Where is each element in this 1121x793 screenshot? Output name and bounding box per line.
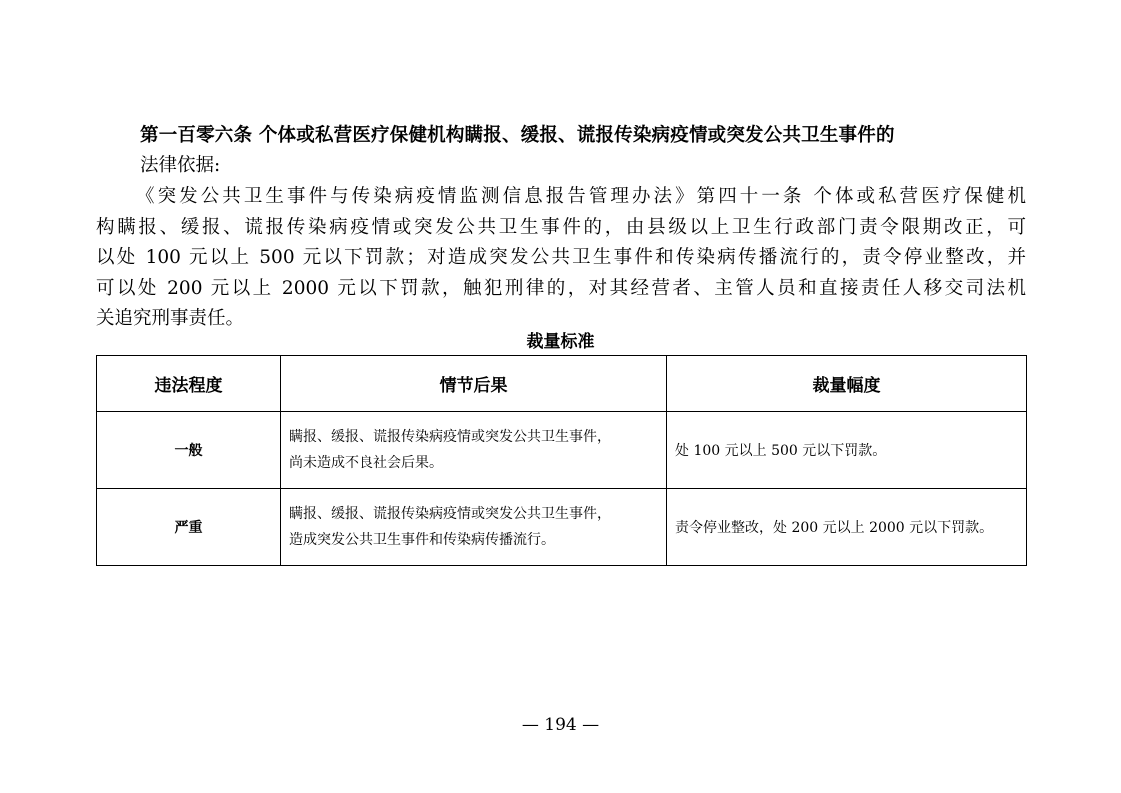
circumstances-line: 瞒报、缓报、谎报传染病疫情或突发公共卫生事件，	[289, 429, 611, 445]
column-header-severity: 违法程度	[97, 356, 281, 412]
circumstances-cell	[281, 412, 667, 489]
legal-basis-line: 《突发公共卫生事件与传染病疫情监测信息报告管理办法》第四十一条 个体或私营医疗保健机	[136, 186, 1026, 207]
table-row	[97, 489, 1027, 566]
circumstances-line: 尚未造成不良社会后果。	[289, 455, 443, 471]
penalty-range-cell: 处 100 元以上 500 元以下罚款。	[667, 412, 1027, 489]
table-header-row	[97, 356, 1027, 412]
circumstances-line: 造成突发公共卫生事件和传染病传播流行。	[289, 532, 555, 548]
legal-basis-line: 构瞒报、缓报、谎报传染病疫情或突发公共卫生事件的，由县级以上卫生行政部门责令限期改正，可	[96, 216, 1026, 238]
circumstances-cell	[281, 489, 667, 566]
column-header-penalty-range: 裁量幅度	[667, 356, 1027, 412]
discretion-standards-table	[96, 355, 1027, 566]
severity-cell: 一般	[97, 412, 281, 489]
table-row	[97, 412, 1027, 489]
circumstances-line: 瞒报、缓报、谎报传染病疫情或突发公共卫生事件，	[289, 506, 611, 522]
legal-basis-line: 关追究刑事责任。	[96, 308, 245, 329]
legal-basis-text	[96, 183, 1026, 336]
table-caption: 裁量标准	[526, 332, 595, 352]
penalty-range-cell: 责令停业整改，处 200 元以上 2000 元以下罚款。	[667, 489, 1027, 566]
severity-cell: 严重	[97, 489, 281, 566]
column-header-circumstances: 情节后果	[281, 356, 667, 412]
page-number: — 194 —	[521, 715, 600, 735]
legal-basis-line: 以处 100 元以上 500 元以下罚款；对造成突发公共卫生事件和传染病传播流行的，责令停业整改，并	[96, 247, 1026, 268]
legal-basis-line: 可以处 200 元以上 2000 元以下罚款，触犯刑律的，对其经营者、主管人员和直接责任人移交司法机	[96, 277, 1026, 299]
legal-basis-label: 法律依据:	[140, 155, 221, 176]
article-title: 第一百零六条 个体或私营医疗保健机构瞒报、缓报、谎报传染病疫情或突发公共卫生事件的	[140, 125, 895, 146]
